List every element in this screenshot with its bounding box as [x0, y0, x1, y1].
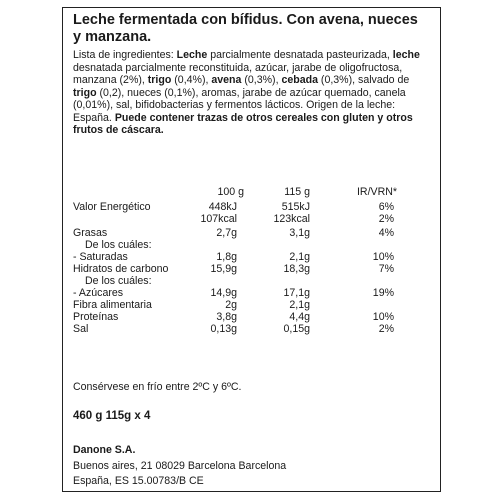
- ingredients-text: [73, 49, 433, 137]
- value-ir-vrn: 2%: [378, 323, 394, 335]
- storage-instructions: Consérvese en frío entre 2ºC y 6ºC.: [73, 381, 242, 393]
- ingredient-text: (0,4%),: [171, 74, 212, 86]
- value-per-100g: 2g: [225, 299, 237, 311]
- value-per-100g: 107kcal: [200, 213, 237, 225]
- ingredient-text: desnatada parcialmente reconstituida, azúcar, jarabe de oligofructosa, manzana (2%),: [73, 61, 403, 86]
- net-weight: 460 g 115g x 4: [73, 410, 151, 422]
- nutrition-header-row: [63, 186, 440, 199]
- nutrient-label: De los cuáles:: [85, 239, 152, 251]
- allergen-text: cebada: [281, 74, 318, 86]
- value-ir-vrn: 10%: [372, 251, 394, 263]
- nutrient-label: De los cuáles:: [85, 275, 152, 287]
- value-ir-vrn: 4%: [378, 227, 394, 239]
- value-ir-vrn: 19%: [372, 287, 394, 299]
- value-per-115g: 2,1g: [289, 299, 310, 311]
- value-ir-vrn: 10%: [372, 311, 394, 323]
- value-per-100g: 14,9g: [210, 287, 237, 299]
- value-per-115g: 17,1g: [283, 287, 310, 299]
- allergen-text: trigo: [73, 86, 97, 99]
- value-per-100g: 448kJ: [208, 201, 237, 213]
- nutrient-label: Proteínas: [73, 311, 119, 323]
- value-per-115g: 18,3g: [283, 263, 310, 275]
- header-per-100g: 100 g: [217, 186, 244, 198]
- nutrient-label: Valor Energético: [73, 201, 151, 213]
- value-per-115g: 515kJ: [281, 201, 310, 213]
- value-per-100g: 0,13g: [210, 323, 237, 335]
- product-title: Leche fermentada con bífidus. Con avena, nueces y manzana.: [73, 12, 418, 45]
- value-per-100g: 3,8g: [216, 311, 237, 323]
- value-per-100g: 15,9g: [210, 263, 237, 275]
- nutrient-label: - Azúcares: [73, 287, 124, 299]
- nutrient-label: Hidratos de carbono: [73, 263, 169, 275]
- nutrient-label: Sal: [73, 323, 89, 335]
- allergen-text: trigo: [147, 74, 172, 86]
- value-per-100g: 1,8g: [216, 251, 237, 263]
- value-per-115g: 3,1g: [289, 227, 310, 239]
- value-per-115g: 4,4g: [289, 311, 310, 323]
- value-per-115g: 2,1g: [289, 251, 310, 263]
- header-per-115g: 115 g: [284, 186, 310, 198]
- value-per-115g: 123kcal: [273, 213, 310, 225]
- value-ir-vrn: 6%: [378, 201, 394, 213]
- ingredient-text: (0,2), nueces (0,1%), aromas, jarabe de azúcar quemado, canela (0,01%), sal, bifidobacterias y fermentos lácticos. Origen de la leche: España.: [73, 86, 406, 124]
- ingredient-text: parcialmente desnatada pasteurizada,: [207, 49, 393, 61]
- nutrient-label: Grasas: [73, 227, 108, 239]
- nutrition-label: [62, 7, 441, 492]
- ingredient-text: (0,3%),: [241, 74, 282, 86]
- nutrient-label: Fibra alimentaria: [73, 299, 152, 311]
- nutrition-row: [63, 323, 440, 336]
- address-line: Buenos aires, 21 08029 Barcelona Barcelona: [73, 460, 287, 472]
- value-ir-vrn: 7%: [378, 263, 394, 275]
- company-name: Danone S.A.: [73, 444, 136, 456]
- allergen-text: Leche: [176, 49, 208, 61]
- ingredient-text: (0,3%), salvado de: [317, 74, 410, 86]
- value-per-115g: 0,15g: [283, 323, 310, 335]
- value-per-100g: 2,7g: [216, 227, 237, 239]
- allergen-text: Puede contener trazas de otros cereales con gluten y otros frutos de cáscara.: [73, 111, 413, 136]
- nutrition-row: [63, 213, 440, 226]
- value-ir-vrn: 2%: [378, 213, 394, 225]
- nutrient-label: - Saturadas: [73, 251, 128, 263]
- allergen-text: avena: [211, 74, 242, 86]
- header-ir-vrn: IR/VRN*: [356, 186, 397, 198]
- allergen-text: leche: [392, 49, 420, 61]
- address-line: España, ES 15.00783/B CE: [73, 475, 204, 487]
- ingredient-text: Lista de ingredientes:: [73, 49, 177, 61]
